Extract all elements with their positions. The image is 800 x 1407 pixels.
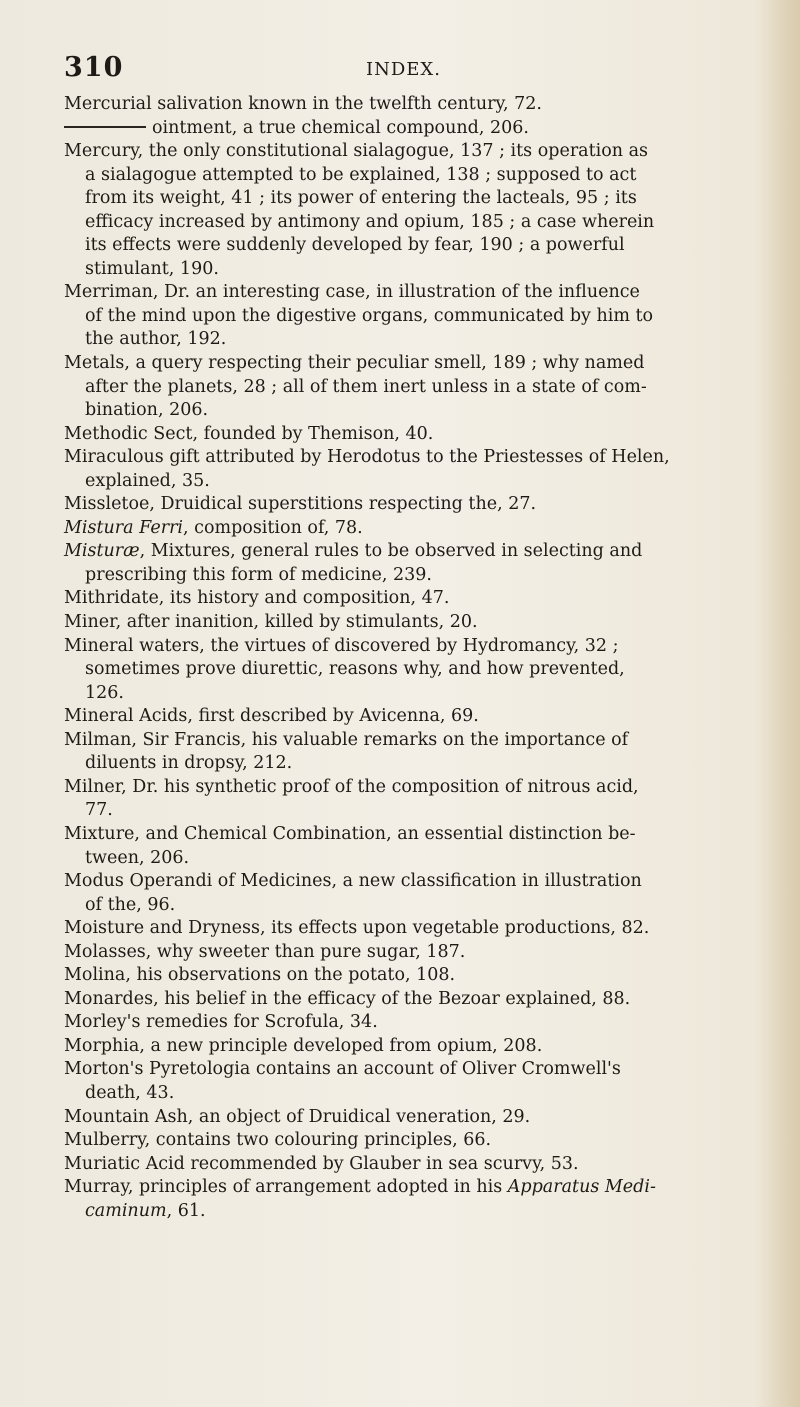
- entry-text: Moisture and Dryness, its effects upon vegetable productions, 82.: [64, 918, 650, 939]
- entry-line: [64, 117, 792, 141]
- italic-term: caminum: [85, 1200, 167, 1221]
- entry-text: Morton's Pyretologia contains an account of Oliver Cromwell's: [64, 1059, 621, 1080]
- entry-line: [64, 281, 792, 305]
- entry-line: [64, 1058, 792, 1082]
- entry-text: its effects were suddenly developed by fear, 190 ; a powerful: [85, 235, 625, 256]
- entry-text: diluents in dropsy, 212.: [85, 753, 293, 774]
- index-entry: [64, 729, 792, 776]
- entry-line: [64, 352, 792, 376]
- ditto-dash: [64, 126, 146, 127]
- index-entry: [64, 446, 792, 493]
- italic-term: Apparatus Medi-: [507, 1177, 656, 1198]
- entry-text: explained, 35.: [85, 470, 210, 491]
- entry-text: , 61.: [166, 1200, 206, 1221]
- entry-line: [64, 776, 792, 800]
- entry-text: Methodic Sect, founded by Themison, 40.: [64, 423, 434, 444]
- entry-text: Mineral waters, the virtues of discovered by Hydromancy, 32 ;: [64, 635, 619, 656]
- entry-text: prescribing this form of medicine, 239.: [85, 564, 432, 585]
- entry-line: [64, 1176, 792, 1200]
- entry-line: [64, 328, 792, 352]
- entry-text: Morley's remedies for Scrofula, 34.: [64, 1012, 378, 1033]
- index-entry: [64, 870, 792, 917]
- index-entry: [64, 964, 792, 988]
- index-entry: [64, 1129, 792, 1153]
- index-entry: [64, 140, 792, 281]
- index-entry: [64, 1058, 792, 1105]
- entry-text: Mercurial salivation known in the twelfth century, 72.: [64, 94, 542, 114]
- index-entry: [64, 988, 792, 1012]
- entry-line: [64, 1082, 792, 1106]
- entry-line: [64, 917, 792, 941]
- index-entry: [64, 117, 792, 141]
- entry-text: Missletoe, Druidical superstitions respecting the, 27.: [64, 494, 537, 515]
- index-entry: [64, 1106, 792, 1130]
- entry-text: ointment, a true chemical compound, 206.: [152, 117, 529, 138]
- entry-line: [64, 446, 792, 470]
- entry-line: [64, 1106, 792, 1130]
- entry-line: [64, 705, 792, 729]
- entry-text: after the planets, 28 ; all of them inert unless in a state of com-: [85, 376, 647, 397]
- index-entry: [64, 352, 792, 423]
- entry-text: bination, 206.: [85, 400, 209, 421]
- entry-line: [64, 305, 792, 329]
- entry-line: [64, 211, 792, 235]
- italic-term: Mistura Ferri: [64, 517, 184, 538]
- entry-text: Mixture, and Chemical Combination, an essential distinction be-: [64, 823, 636, 844]
- entry-line: [64, 423, 792, 447]
- entry-text: Molasses, why sweeter than pure sugar, 187.: [64, 941, 466, 962]
- entry-line: [64, 658, 792, 682]
- index-entries: [64, 93, 792, 1223]
- entry-text: Miner, after inanition, killed by stimulants, 20.: [64, 612, 478, 633]
- entry-line: [64, 729, 792, 753]
- entry-text: Morphia, a new principle developed from opium, 208.: [64, 1035, 543, 1056]
- index-entry: [64, 941, 792, 965]
- entry-line: [64, 470, 792, 494]
- entry-text: efficacy increased by antimony and opium, 185 ; a case wherein: [85, 211, 655, 232]
- header-title: INDEX.: [366, 59, 441, 80]
- entry-line: [64, 376, 792, 400]
- entry-line: [64, 564, 792, 588]
- entry-text: Muriatic Acid recommended by Glauber in sea scurvy, 53.: [64, 1153, 579, 1174]
- entry-line: [64, 894, 792, 918]
- entry-line: [64, 752, 792, 776]
- entry-text: Merriman, Dr. an interesting case, in illustration of the influence: [64, 282, 640, 303]
- entry-line: [64, 258, 792, 282]
- entry-text: , composition of, 78.: [183, 517, 363, 538]
- index-entry: [64, 423, 792, 447]
- entry-line: [64, 540, 792, 564]
- entry-line: [64, 1200, 792, 1224]
- entry-line: [64, 823, 792, 847]
- index-entry: [64, 635, 792, 706]
- entry-line: [64, 870, 792, 894]
- entry-line: [64, 988, 792, 1012]
- index-entry: [64, 917, 792, 941]
- entry-text: tween, 206.: [85, 847, 190, 868]
- entry-line: [64, 187, 792, 211]
- entry-line: [64, 493, 792, 517]
- entry-text: Mineral Acids, first described by Avicenna, 69.: [64, 706, 479, 727]
- index-entry: [64, 281, 792, 352]
- entry-line: [64, 517, 792, 541]
- entry-text: Mithridate, its history and composition, 47.: [64, 588, 450, 609]
- entry-line: [64, 635, 792, 659]
- entry-line: [64, 140, 792, 164]
- entry-text: Monardes, his belief in the efficacy of the Bezoar explained, 88.: [64, 988, 631, 1009]
- entry-line: [64, 799, 792, 823]
- entry-text: Milner, Dr. his synthetic proof of the composition of nitrous acid,: [64, 776, 639, 797]
- index-entry: [64, 823, 792, 870]
- index-entry: [64, 1035, 792, 1059]
- index-entry: [64, 517, 792, 541]
- entry-text: Mulberry, contains two colouring principles, 66.: [64, 1130, 492, 1151]
- entry-text: Milman, Sir Francis, his valuable remarks on the importance of: [64, 729, 629, 750]
- entry-text: Molina, his observations on the potato, 108.: [64, 965, 456, 986]
- entry-text: Mercury, the only constitutional sialagogue, 137 ; its operation as: [64, 141, 649, 162]
- index-entry: [64, 705, 792, 729]
- entry-text: from its weight, 41 ; its power of entering the lacteals, 95 ; its: [85, 188, 637, 209]
- entry-text: stimulant, 190.: [85, 258, 219, 279]
- entry-line: [64, 1153, 792, 1177]
- index-entry: [64, 493, 792, 517]
- entry-text: of the, 96.: [85, 894, 176, 915]
- index-entry: [64, 587, 792, 611]
- entry-text: death, 43.: [85, 1082, 175, 1103]
- entry-text: 77.: [85, 800, 113, 821]
- entry-line: [64, 847, 792, 871]
- entry-line: [64, 682, 792, 706]
- entry-text: a sialagogue attempted to be explained, 138 ; supposed to act: [85, 164, 637, 185]
- running-head: [64, 48, 764, 88]
- entry-text: Modus Operandi of Medicines, a new classification in illustration: [64, 871, 642, 892]
- entry-text: the author, 192.: [85, 329, 227, 350]
- entry-text: sometimes prove diurettic, reasons why, and how prevented,: [85, 659, 625, 680]
- entry-line: [64, 611, 792, 635]
- index-entry: [64, 1176, 792, 1223]
- entry-text: Miraculous gift attributed by Herodotus to the Priestesses of Helen,: [64, 447, 670, 468]
- entry-line: [64, 93, 792, 117]
- index-entry: [64, 611, 792, 635]
- index-entry: [64, 540, 792, 587]
- entry-text: Mountain Ash, an object of Druidical veneration, 29.: [64, 1106, 531, 1127]
- entry-text: , Mixtures, general rules to be observed in selecting and: [139, 541, 643, 562]
- entry-text: of the mind upon the digestive organs, communicated by him to: [85, 305, 654, 326]
- entry-text: Murray, principles of arrangement adopted in his: [64, 1177, 508, 1198]
- index-entry: [64, 93, 792, 117]
- entry-line: [64, 164, 792, 188]
- entry-line: [64, 1011, 792, 1035]
- entry-text: Metals, a query respecting their peculiar smell, 189 ; why named: [64, 353, 645, 374]
- entry-line: [64, 964, 792, 988]
- italic-term: Misturæ: [64, 541, 140, 562]
- index-entry: [64, 1011, 792, 1035]
- index-entry: [64, 1153, 792, 1177]
- entry-text: 126.: [85, 682, 124, 703]
- entry-line: [64, 399, 792, 423]
- entry-line: [64, 1129, 792, 1153]
- entry-line: [64, 587, 792, 611]
- entry-line: [64, 234, 792, 258]
- entry-line: [64, 1035, 792, 1059]
- index-entry: [64, 776, 792, 823]
- entry-line: [64, 941, 792, 965]
- page-number: 310: [64, 52, 124, 83]
